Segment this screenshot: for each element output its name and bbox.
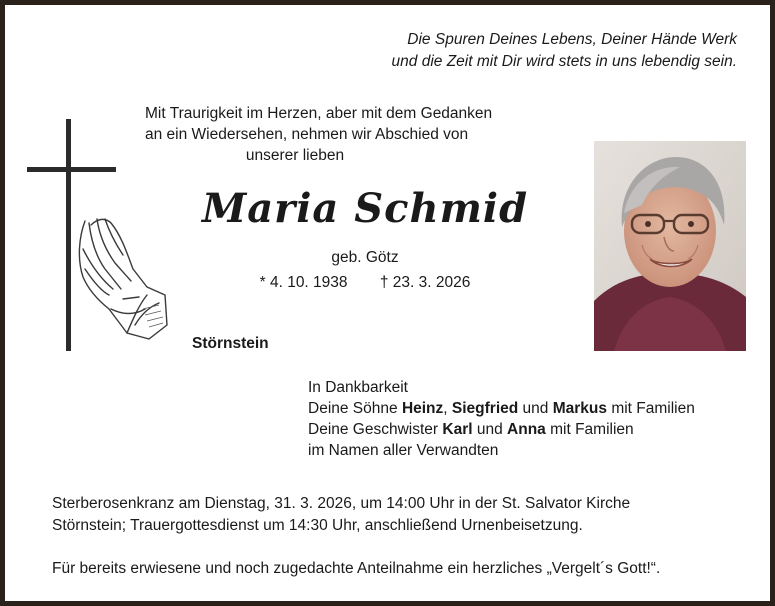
thanks-line: Für bereits erwiesene und noch zugedachte Anteilnahme ein herzliches „Vergelt´s Gott!“. [52,560,661,577]
son-name-1: Heinz [401,400,444,417]
siblings-and: und [476,421,503,438]
intro-line-2: an ein Wiedersehen, nehmen wir Abschied von [145,126,469,143]
praying-hands-shading [143,305,163,327]
mourners-line-4: im Namen aller Verwandten [308,442,499,459]
siblings-prefix: Deine Geschwister [308,421,439,438]
motto-line-1: Die Spuren Deines Lebens, Deiner Hände Werk [407,31,737,48]
son-name-2: Siegfried [451,400,519,417]
mourners-block [308,377,695,461]
home-town: Störnstein [192,335,269,352]
death-date: † 23. 3. 2026 [379,274,471,291]
mourners-line-3 [308,419,695,440]
sons-prefix: Deine Söhne [308,400,398,417]
motto-line-2: und die Zeit mit Dir wird stets in uns lebendig sein. [391,53,737,70]
intro-line-3: unserer lieben [245,147,345,164]
funeral-line-2: Störnstein; Trauergottesdienst um 14:30 Uhr, anschließend Urnenbeisetzung. [52,517,583,534]
siblings-suffix: mit Familien [550,421,634,438]
sibling-name-1: Karl [442,421,473,438]
motto [392,29,737,73]
son-name-3: Markus [552,400,608,417]
funeral-details [52,493,630,537]
sibling-name-2: Anna [507,421,546,438]
intro-text [145,103,493,166]
portrait-photo [594,141,746,351]
birth-date: * 4. 10. 1938 [259,274,348,291]
life-dates [205,273,525,293]
sons-suffix: mit Familien [611,400,695,417]
intro-line-1: Mit Traurigkeit im Herzen, aber mit dem Gedanken [145,105,493,122]
sons-separator: , [443,400,448,417]
praying-hands-icon [79,219,167,339]
deceased-name: Maria Schmid [201,185,529,232]
funeral-line-1: Sterberosenkranz am Dienstag, 31. 3. 2026, um 14:00 Uhr in der St. Salvator Kirche [52,495,631,512]
mourners-line-1: In Dankbarkeit [308,379,408,396]
mourners-line-2 [308,398,695,419]
sons-and: und [522,400,549,417]
maiden-name: geb. Götz [331,249,399,266]
